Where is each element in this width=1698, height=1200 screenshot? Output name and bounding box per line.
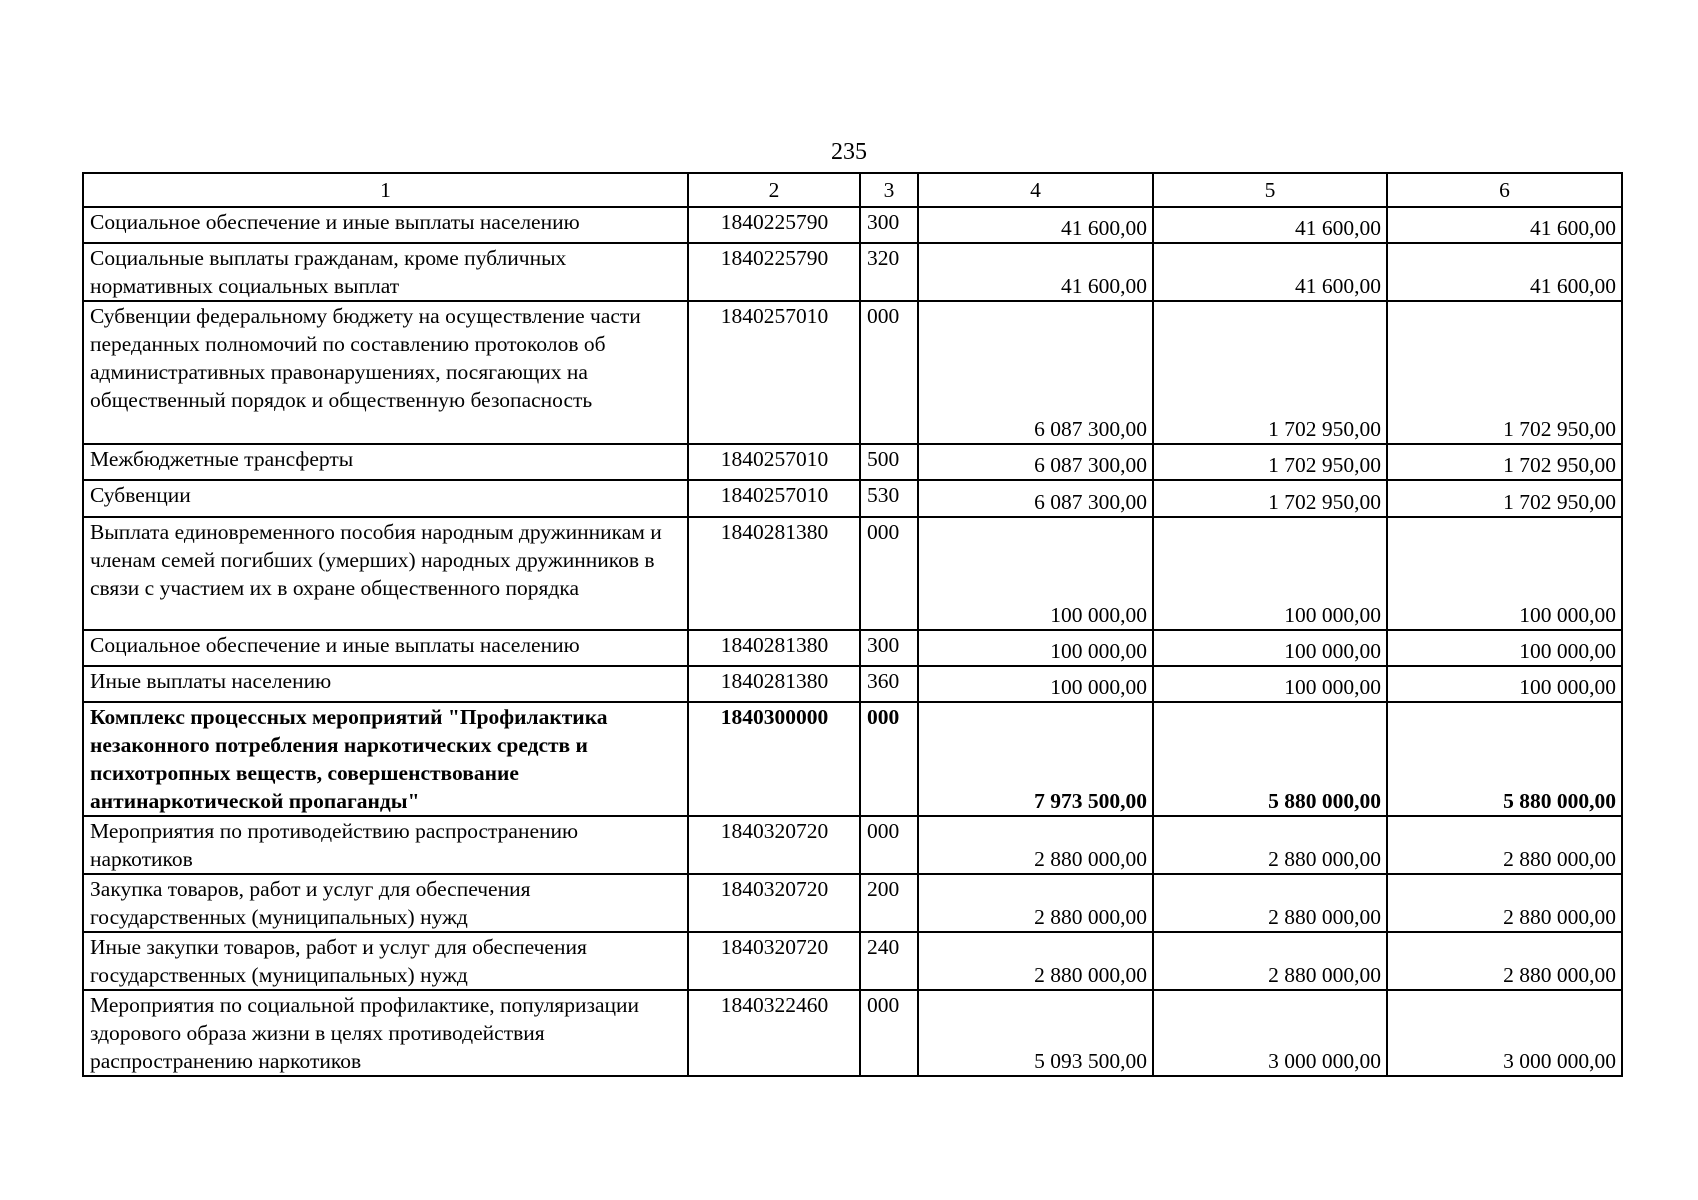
table-row [83,702,1622,816]
row-value-6: 41 600,00 [1387,207,1622,243]
row-value-6: 1 702 950,00 [1387,480,1622,517]
page-number: 235 [831,139,867,165]
row-value-5: 100 000,00 [1153,666,1387,702]
column-header-6: 6 [1387,173,1622,207]
row-value-5: 5 880 000,00 [1153,702,1387,816]
row-name: Межбюджетные трансферты [83,444,688,480]
budget-table [82,172,1623,1077]
row-value-6: 2 880 000,00 [1387,816,1622,874]
row-kind: 320 [860,243,918,301]
column-header-1: 1 [83,173,688,207]
row-name: Закупка товаров, работ и услуг для обеспечения государственных (муниципальных) нужд [83,874,688,932]
row-value-5: 1 702 950,00 [1153,480,1387,517]
row-code: 1840281380 [688,630,860,666]
row-value-5: 1 702 950,00 [1153,301,1387,444]
row-value-4: 2 880 000,00 [918,816,1153,874]
row-value-5: 41 600,00 [1153,207,1387,243]
row-code: 1840225790 [688,207,860,243]
row-value-5: 2 880 000,00 [1153,874,1387,932]
row-code: 1840257010 [688,480,860,517]
row-kind: 200 [860,874,918,932]
row-name: Субвенции [83,480,688,517]
row-name: Субвенции федеральному бюджету на осуществление части переданных полномочий по составлению протоколов об административных правонарушениях, посягающих на общественный порядок и общественную безопасность [83,301,688,444]
row-code: 1840320720 [688,816,860,874]
row-value-5: 2 880 000,00 [1153,932,1387,990]
row-value-6: 1 702 950,00 [1387,444,1622,480]
row-name: Иные выплаты населению [83,666,688,702]
row-value-4: 2 880 000,00 [918,874,1153,932]
row-value-6: 2 880 000,00 [1387,932,1622,990]
row-kind: 300 [860,207,918,243]
row-value-4: 100 000,00 [918,666,1153,702]
row-code: 1840322460 [688,990,860,1076]
row-code: 1840300000 [688,702,860,816]
row-kind: 530 [860,480,918,517]
column-header-2: 2 [688,173,860,207]
row-value-6: 100 000,00 [1387,517,1622,630]
row-code: 1840257010 [688,301,860,444]
table-row [83,630,1622,666]
row-value-4: 2 880 000,00 [918,932,1153,990]
row-code: 1840320720 [688,932,860,990]
row-name: Мероприятия по социальной профилактике, популяризации здорового образа жизни в целях противодействия распространению наркотиков [83,990,688,1076]
table-row [83,874,1622,932]
row-kind: 300 [860,630,918,666]
row-value-5: 1 702 950,00 [1153,444,1387,480]
table-row [83,666,1622,702]
row-code: 1840257010 [688,444,860,480]
row-value-4: 41 600,00 [918,243,1153,301]
table-row [83,517,1622,630]
row-value-6: 1 702 950,00 [1387,301,1622,444]
row-value-4: 41 600,00 [918,207,1153,243]
row-name: Социальные выплаты гражданам, кроме публичных нормативных социальных выплат [83,243,688,301]
row-value-6: 41 600,00 [1387,243,1622,301]
column-header-3: 3 [860,173,918,207]
row-value-4: 6 087 300,00 [918,301,1153,444]
row-kind: 240 [860,932,918,990]
row-value-5: 100 000,00 [1153,517,1387,630]
row-code: 1840225790 [688,243,860,301]
row-value-6: 100 000,00 [1387,630,1622,666]
row-kind: 000 [860,816,918,874]
row-value-5: 100 000,00 [1153,630,1387,666]
row-code: 1840281380 [688,517,860,630]
row-name: Выплата единовременного пособия народным дружинникам и членам семей погибших (умерших) народных дружинников в связи с участием их в охране общественного порядка [83,517,688,630]
table-row [83,444,1622,480]
table-row [83,301,1622,444]
row-value-6: 5 880 000,00 [1387,702,1622,816]
table-row [83,207,1622,243]
row-kind: 000 [860,301,918,444]
column-header-4: 4 [918,173,1153,207]
header-row [83,173,1622,207]
row-value-4: 7 973 500,00 [918,702,1153,816]
row-value-4: 100 000,00 [918,517,1153,630]
row-value-6: 100 000,00 [1387,666,1622,702]
row-value-6: 2 880 000,00 [1387,874,1622,932]
table-row [83,932,1622,990]
row-value-5: 3 000 000,00 [1153,990,1387,1076]
row-name: Иные закупки товаров, работ и услуг для обеспечения государственных (муниципальных) нужд [83,932,688,990]
row-kind: 500 [860,444,918,480]
row-name: Комплекс процессных мероприятий "Профилактика незаконного потребления наркотических средств и психотропных веществ, совершенствование антинаркотической пропаганды" [83,702,688,816]
table-row [83,480,1622,517]
table-row [83,990,1622,1076]
row-kind: 360 [860,666,918,702]
row-value-4: 6 087 300,00 [918,480,1153,517]
row-name: Мероприятия по противодействию распространению наркотиков [83,816,688,874]
table-row [83,816,1622,874]
row-code: 1840320720 [688,874,860,932]
row-value-5: 41 600,00 [1153,243,1387,301]
row-value-4: 5 093 500,00 [918,990,1153,1076]
column-header-5: 5 [1153,173,1387,207]
row-value-4: 100 000,00 [918,630,1153,666]
row-kind: 000 [860,517,918,630]
row-value-5: 2 880 000,00 [1153,816,1387,874]
row-code: 1840281380 [688,666,860,702]
row-kind: 000 [860,990,918,1076]
row-value-6: 3 000 000,00 [1387,990,1622,1076]
row-value-4: 6 087 300,00 [918,444,1153,480]
table-row [83,243,1622,301]
row-name: Социальное обеспечение и иные выплаты населению [83,207,688,243]
row-name: Социальное обеспечение и иные выплаты населению [83,630,688,666]
row-kind: 000 [860,702,918,816]
